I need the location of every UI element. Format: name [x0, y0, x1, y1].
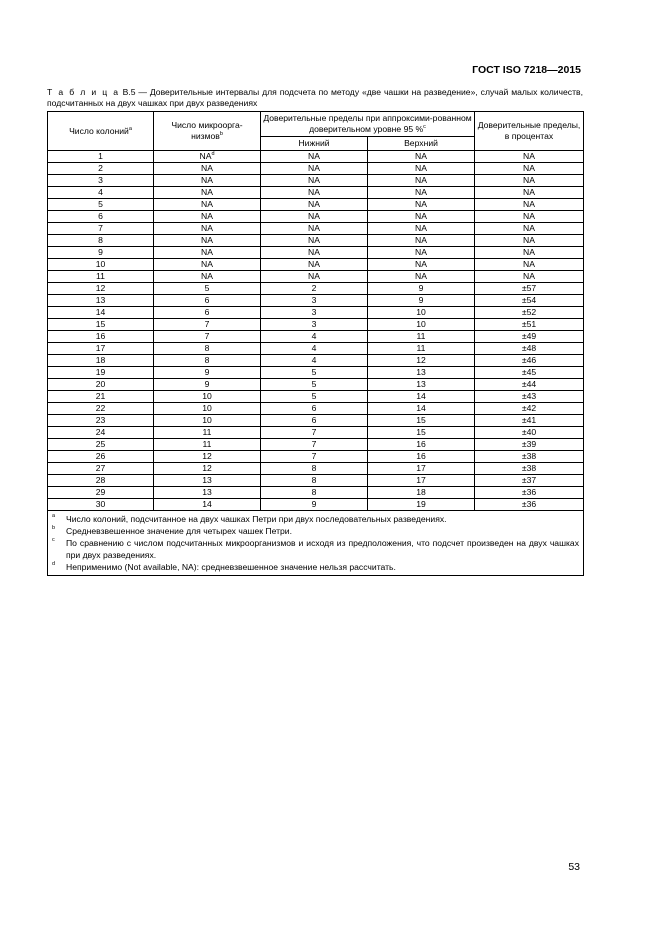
table-cell: 4	[261, 355, 368, 367]
table-row	[48, 307, 584, 319]
table-cell: NA	[261, 163, 368, 175]
table-cell: 8	[48, 235, 154, 247]
table-cell: NA	[475, 151, 584, 163]
table-cell: 9	[154, 367, 261, 379]
table-cell: 8	[261, 487, 368, 499]
table-cell: 11	[154, 439, 261, 451]
table-cell: 2	[48, 163, 154, 175]
table-cell: ±41	[475, 415, 584, 427]
table-cell: NA	[475, 187, 584, 199]
table-cell: 13	[48, 295, 154, 307]
table-cell: 12	[368, 355, 475, 367]
table-cell: NA	[475, 247, 584, 259]
table-cell: 17	[368, 475, 475, 487]
table-cell: 14	[48, 307, 154, 319]
table-cell: NA	[368, 247, 475, 259]
table-cell: 7	[261, 451, 368, 463]
table-cell: 22	[48, 403, 154, 415]
table-cell: NA	[368, 187, 475, 199]
table-cell: 13	[368, 367, 475, 379]
caption-label: Т а б л и ц а	[47, 87, 120, 97]
table-cell: 3	[261, 319, 368, 331]
table-cell: ±36	[475, 487, 584, 499]
table-cell: NA	[475, 223, 584, 235]
table-cell: 9	[48, 247, 154, 259]
table-cell: 12	[48, 283, 154, 295]
table-row	[48, 499, 584, 511]
table-row	[48, 475, 584, 487]
table-cell: ±46	[475, 355, 584, 367]
table-cell: 26	[48, 451, 154, 463]
table-cell: 14	[368, 403, 475, 415]
table-row	[48, 451, 584, 463]
table-cell: 6	[154, 307, 261, 319]
table-cell: 9	[368, 283, 475, 295]
table-cell: NA	[368, 211, 475, 223]
table-cell: NA	[154, 187, 261, 199]
table-cell: NA	[368, 235, 475, 247]
table-row	[48, 439, 584, 451]
table-cell: 8	[154, 355, 261, 367]
table-cell: 5	[261, 367, 368, 379]
table-cell: 7	[261, 439, 368, 451]
table-cell: 3	[261, 307, 368, 319]
table-cell: 16	[368, 439, 475, 451]
table-cell: ±38	[475, 463, 584, 475]
table-cell: 10	[154, 415, 261, 427]
table-cell: 10	[154, 403, 261, 415]
table-row	[48, 271, 584, 283]
table-cell: 11	[368, 331, 475, 343]
table-cell: NA	[368, 163, 475, 175]
table-body	[48, 151, 584, 511]
table-cell: NA	[154, 247, 261, 259]
table-row	[48, 391, 584, 403]
footnote: c По сравнению с числом подсчитанных микроорганизмов и исходя из предположения, что подсчет произведен на двух чашках при двух разведениях.	[52, 537, 579, 560]
table-row	[48, 175, 584, 187]
standard-designation: ГОСТ ISO 7218—2015	[472, 64, 581, 76]
table-row	[48, 427, 584, 439]
table-cell: 29	[48, 487, 154, 499]
table-cell: NA	[154, 199, 261, 211]
table-cell: 16	[368, 451, 475, 463]
table-cell: 5	[261, 379, 368, 391]
table-cell: 1	[48, 151, 154, 163]
table-cell: 11	[48, 271, 154, 283]
table-row	[48, 259, 584, 271]
header-lower: Нижний	[261, 137, 368, 151]
table-row	[48, 355, 584, 367]
table-cell: ±42	[475, 403, 584, 415]
table-cell: NA	[475, 199, 584, 211]
header-microorganisms: Число микроорга-низмов$^b$	[154, 112, 261, 151]
table-cell: ±48	[475, 343, 584, 355]
table-cell: 9	[368, 295, 475, 307]
table-cell: 7	[48, 223, 154, 235]
table-cell: NA	[154, 259, 261, 271]
footnote: d Неприменимо (Not available, NA): средневзвешенное значение нельзя рассчитать.	[52, 561, 396, 572]
table-cell: 3	[261, 295, 368, 307]
table-cell: 8	[261, 463, 368, 475]
table-cell: 16	[48, 331, 154, 343]
table-cell: 17	[48, 343, 154, 355]
table-cell: NA	[475, 175, 584, 187]
table-row	[48, 319, 584, 331]
table-cell: ±51	[475, 319, 584, 331]
table-cell: NA	[261, 211, 368, 223]
table-cell: NA	[261, 259, 368, 271]
table-cell: 30	[48, 499, 154, 511]
table-cell: NA	[154, 223, 261, 235]
table-row	[48, 235, 584, 247]
table-cell: 18	[48, 355, 154, 367]
header-percent-limits: Доверительные пределы, в процентах	[475, 112, 584, 151]
table-row	[48, 463, 584, 475]
header-colonies: Число колоний$^a$	[48, 112, 154, 151]
table-row	[48, 151, 584, 163]
table-cell: 23	[48, 415, 154, 427]
table-cell: ±44	[475, 379, 584, 391]
table-cell: 15	[368, 415, 475, 427]
table-cell: 6	[48, 211, 154, 223]
table-cell: 10	[368, 307, 475, 319]
table-footnotes	[48, 511, 584, 576]
table-cell: 28	[48, 475, 154, 487]
footnote: b Средневзвешенное значение для четырех чашек Петри.	[52, 525, 292, 536]
table-cell: 25	[48, 439, 154, 451]
table-row	[48, 487, 584, 499]
header-confidence-limits: Доверительные пределы при аппроксими-рованном доверительном уровне 95 %$^c$	[261, 112, 475, 137]
table-cell: NA	[261, 235, 368, 247]
table-cell: 19	[368, 499, 475, 511]
table-cell: NA	[261, 223, 368, 235]
table-cell: NA	[475, 235, 584, 247]
table-cell: 17	[368, 463, 475, 475]
table-cell: ±57	[475, 283, 584, 295]
table-cell: 6	[261, 403, 368, 415]
table-cell: 11	[154, 427, 261, 439]
table-row	[48, 343, 584, 355]
table-cell: 15	[48, 319, 154, 331]
table-row	[48, 415, 584, 427]
table-cell: 13	[368, 379, 475, 391]
table-cell: 8	[261, 475, 368, 487]
table-cell: NA	[261, 247, 368, 259]
table-cell: ±54	[475, 295, 584, 307]
table-cell: 24	[48, 427, 154, 439]
header-upper: Верхний	[368, 137, 475, 151]
table-cell: ±40	[475, 427, 584, 439]
table-cell: ±43	[475, 391, 584, 403]
table-cell: 7	[261, 427, 368, 439]
table-cell: ±38	[475, 451, 584, 463]
confidence-table	[47, 111, 584, 576]
table-cell: NA	[368, 151, 475, 163]
table-cell: 5	[48, 199, 154, 211]
table-cell: 4	[48, 187, 154, 199]
table-cell: 3	[48, 175, 154, 187]
table-cell: 9	[154, 379, 261, 391]
table-cell: NA	[368, 199, 475, 211]
table-cell: ±36	[475, 499, 584, 511]
table-cell: 6	[154, 295, 261, 307]
footnote: a Число колоний, подсчитанное на двух чашках Петри при двух последовательных разведениях.	[52, 513, 447, 524]
table-cell: 10	[154, 391, 261, 403]
table-cell: 11	[368, 343, 475, 355]
table-cell: NA	[261, 175, 368, 187]
table-cell: NA	[154, 271, 261, 283]
table-cell: NA	[475, 271, 584, 283]
table-cell: NA	[154, 211, 261, 223]
table-cell: 19	[48, 367, 154, 379]
table-cell: 5	[154, 283, 261, 295]
table-row	[48, 403, 584, 415]
table-cell: ±49	[475, 331, 584, 343]
table-row	[48, 247, 584, 259]
table-cell: 9	[261, 499, 368, 511]
table-cell: 18	[368, 487, 475, 499]
table-row	[48, 379, 584, 391]
page-number: 53	[568, 861, 580, 873]
table-cell: NA	[261, 187, 368, 199]
table-cell: 12	[154, 451, 261, 463]
table-row	[48, 283, 584, 295]
table-cell: $NA^d$	[154, 151, 261, 163]
table-caption	[47, 87, 583, 109]
table-cell: NA	[368, 175, 475, 187]
table-cell: ±37	[475, 475, 584, 487]
table-cell: 4	[261, 343, 368, 355]
table-cell: NA	[368, 223, 475, 235]
table-cell: NA	[475, 259, 584, 271]
table-cell: 6	[261, 415, 368, 427]
table-cell: 27	[48, 463, 154, 475]
table-row	[48, 211, 584, 223]
table-cell: 2	[261, 283, 368, 295]
table-cell: NA	[154, 235, 261, 247]
table-cell: 12	[154, 463, 261, 475]
table-cell: NA	[154, 175, 261, 187]
table-cell: ±45	[475, 367, 584, 379]
table-cell: NA	[261, 151, 368, 163]
table-row	[48, 331, 584, 343]
table-cell: ±39	[475, 439, 584, 451]
table-cell: ±52	[475, 307, 584, 319]
table-cell: NA	[261, 271, 368, 283]
table-cell: 4	[261, 331, 368, 343]
caption-text: В.5 — Доверительные интервалы для подсчета по методу «две чашки на разведение», случай малых количеств, подсчитанных на двух чашках при двух разведениях	[47, 87, 583, 108]
table-cell: NA	[261, 199, 368, 211]
table-cell: 14	[368, 391, 475, 403]
table-cell: 5	[261, 391, 368, 403]
table-cell: NA	[368, 259, 475, 271]
table-cell: NA	[154, 163, 261, 175]
table-row	[48, 199, 584, 211]
table-cell: 15	[368, 427, 475, 439]
table-cell: 7	[154, 331, 261, 343]
table-cell: 13	[154, 475, 261, 487]
table-cell: 8	[154, 343, 261, 355]
table-row	[48, 223, 584, 235]
table-cell: 14	[154, 499, 261, 511]
table-cell: NA	[475, 211, 584, 223]
table-cell: NA	[475, 163, 584, 175]
table-cell: 10	[368, 319, 475, 331]
table-cell: 20	[48, 379, 154, 391]
table-cell: 10	[48, 259, 154, 271]
table-row	[48, 367, 584, 379]
table-row	[48, 163, 584, 175]
table-cell: 13	[154, 487, 261, 499]
table-row	[48, 295, 584, 307]
table-cell: NA	[368, 271, 475, 283]
table-row	[48, 187, 584, 199]
table-cell: 7	[154, 319, 261, 331]
table-cell: 21	[48, 391, 154, 403]
